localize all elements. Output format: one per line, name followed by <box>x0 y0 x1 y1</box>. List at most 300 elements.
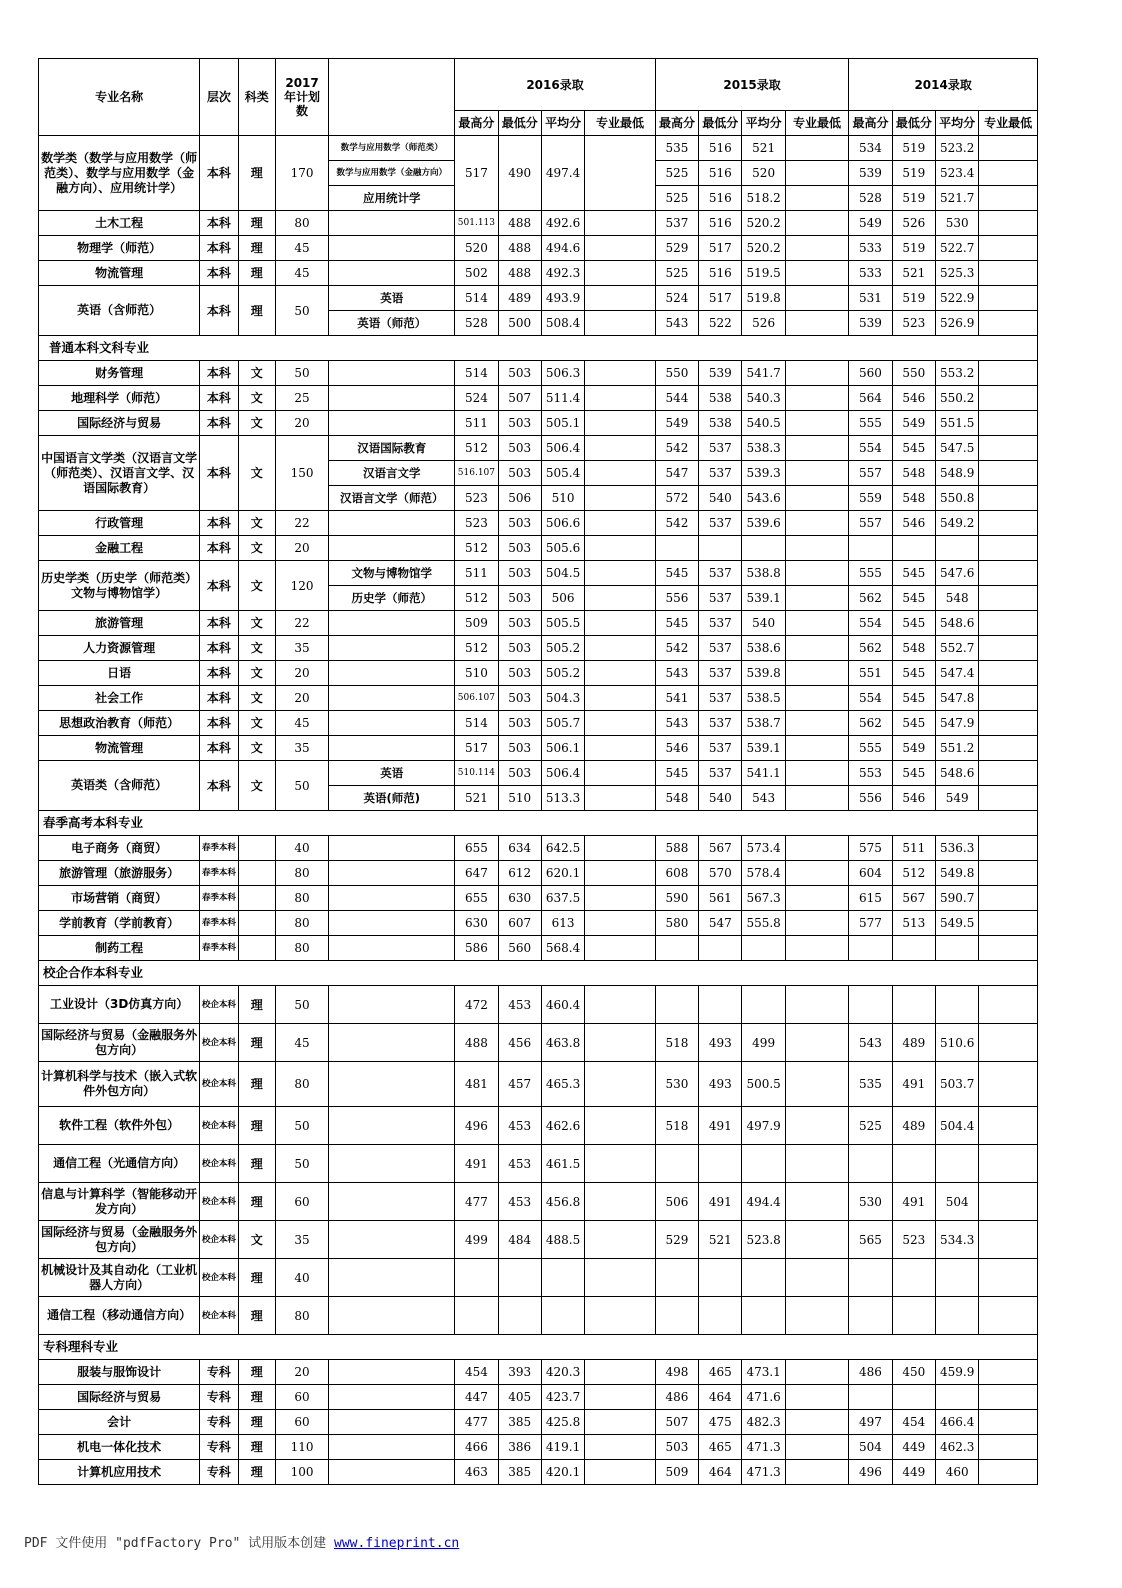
level: 校企本科 <box>200 1024 238 1062</box>
cell-y2016-avg: 488.5 <box>541 1221 584 1259</box>
cell-y2016-min: 630 <box>498 886 541 911</box>
cell-y2014-max: 562 <box>849 586 892 611</box>
plan-count: 45 <box>275 711 328 736</box>
plan-count: 35 <box>275 736 328 761</box>
section-label: 春季高考本科专业 <box>39 811 1038 836</box>
plan-count: 80 <box>275 911 328 936</box>
cell-y2014-major-min <box>979 636 1038 661</box>
cell-y2016-major-min <box>585 1107 656 1145</box>
cell-y2016-major-min <box>585 511 656 536</box>
cell-y2016-major-min <box>585 286 656 311</box>
sub-major <box>329 661 455 686</box>
cell-y2016-avg: 613 <box>541 911 584 936</box>
cell-y2016-max: 454 <box>455 1360 498 1385</box>
cell-y2014-major-min <box>979 586 1038 611</box>
cell-y2016-major-min <box>585 1062 656 1107</box>
cell-y2015-max: 542 <box>655 636 698 661</box>
table-row <box>39 1410 1038 1435</box>
cell-y2015-max: 537 <box>655 211 698 236</box>
major-name: 国际经济与贸易 <box>39 1385 200 1410</box>
cell-y2016-max: 514 <box>455 361 498 386</box>
cell-y2015-max <box>655 936 698 961</box>
level: 专科 <box>200 1435 238 1460</box>
plan-count: 20 <box>275 1360 328 1385</box>
cell-y2014-avg: 522.9 <box>935 286 978 311</box>
cell-y2016-max: 586 <box>455 936 498 961</box>
cell-y2016-max: 496 <box>455 1107 498 1145</box>
cell-y2014-avg: 466.4 <box>935 1410 978 1435</box>
cell-y2016-max: 647 <box>455 861 498 886</box>
cell-y2016-avg: 505.7 <box>541 711 584 736</box>
cell-y2014-major-min <box>979 1062 1038 1107</box>
category <box>238 886 275 911</box>
cell-y2014-min: 519 <box>892 136 935 161</box>
header-2016-avg: 平均分 <box>541 111 584 136</box>
cell-y2014-min: 519 <box>892 186 935 211</box>
cell-y2015-avg: 539.3 <box>742 461 785 486</box>
level: 本科 <box>200 236 238 261</box>
cell-y2015-min: 547 <box>699 911 742 936</box>
cell-y2014-major-min <box>979 261 1038 286</box>
table-row <box>39 136 1038 161</box>
cell-y2014-max: 604 <box>849 861 892 886</box>
header-2015-max: 最高分 <box>655 111 698 136</box>
cell-y2015-min: 537 <box>699 511 742 536</box>
header-2015-min: 最低分 <box>699 111 742 136</box>
cell-y2015-max <box>655 1259 698 1297</box>
cell-y2016-major-min <box>585 661 656 686</box>
major-name: 英语类（含师范） <box>39 761 200 811</box>
sub-major <box>329 1145 455 1183</box>
cell-y2014-major-min <box>979 136 1038 161</box>
table-row <box>39 836 1038 861</box>
category: 文 <box>238 411 275 436</box>
category: 文 <box>238 361 275 386</box>
sub-major <box>329 611 455 636</box>
cell-y2016-major-min <box>585 761 656 786</box>
cell-y2014-major-min <box>979 1183 1038 1221</box>
cell-y2014-avg: 521.7 <box>935 186 978 211</box>
cell-y2014-avg: 547.6 <box>935 561 978 586</box>
cell-y2015-avg: 539.1 <box>742 586 785 611</box>
major-name: 物流管理 <box>39 736 200 761</box>
cell-y2014-major-min <box>979 861 1038 886</box>
cell-y2015-max: 525 <box>655 161 698 186</box>
cell-y2015-avg: 567.3 <box>742 886 785 911</box>
major-name: 地理科学（师范） <box>39 386 200 411</box>
cell-y2015-max: 530 <box>655 1062 698 1107</box>
cell-y2014-avg <box>935 1145 978 1183</box>
cell-y2015-max: 518 <box>655 1107 698 1145</box>
major-name: 人力资源管理 <box>39 636 200 661</box>
major-name: 计算机科学与技术（嵌入式软件外包方向） <box>39 1062 200 1107</box>
table-row <box>39 661 1038 686</box>
cell-y2016-major-min <box>585 886 656 911</box>
cell-y2016-avg: 506.3 <box>541 361 584 386</box>
cell-y2014-major-min <box>979 1145 1038 1183</box>
cell-y2014-major-min <box>979 1435 1038 1460</box>
cell-y2015-min: 465 <box>699 1360 742 1385</box>
cell-y2015-max: 541 <box>655 686 698 711</box>
table-row <box>39 236 1038 261</box>
cell-y2015-avg: 473.1 <box>742 1360 785 1385</box>
cell-y2015-min <box>699 1297 742 1335</box>
cell-y2016-max: 523 <box>455 486 498 511</box>
level: 校企本科 <box>200 1221 238 1259</box>
cell-y2015-min: 475 <box>699 1410 742 1435</box>
cell-y2014-min: 545 <box>892 761 935 786</box>
cell-y2014-min: 548 <box>892 486 935 511</box>
cell-y2015-major-min <box>785 536 849 561</box>
cell-y2015-min: 537 <box>699 686 742 711</box>
plan-count: 40 <box>275 836 328 861</box>
cell-y2015-max: 588 <box>655 836 698 861</box>
cell-y2014-major-min <box>979 1107 1038 1145</box>
cell-y2016-min: 510 <box>498 786 541 811</box>
cell-y2016-max: 512 <box>455 436 498 461</box>
cell-y2014-major-min <box>979 1460 1038 1485</box>
cell-y2016-major-min <box>585 436 656 461</box>
major-name: 通信工程（光通信方向） <box>39 1145 200 1183</box>
cell-y2016-min <box>498 1297 541 1335</box>
cell-y2015-max: 590 <box>655 886 698 911</box>
cell-y2015-max: 524 <box>655 286 698 311</box>
cell-y2016-min: 503 <box>498 686 541 711</box>
cell-y2014-max: 534 <box>849 136 892 161</box>
cell-y2015-max: 506 <box>655 1183 698 1221</box>
cell-y2015-major-min <box>785 1221 849 1259</box>
cell-y2014-max: 533 <box>849 236 892 261</box>
cell-y2016-max: 466 <box>455 1435 498 1460</box>
cell-y2014-major-min <box>979 186 1038 211</box>
cell-y2014-min: 546 <box>892 786 935 811</box>
cell-y2014-avg: 548.6 <box>935 611 978 636</box>
category: 文 <box>238 536 275 561</box>
cell-y2014-avg: 549.5 <box>935 911 978 936</box>
cell-y2016-major-min <box>585 261 656 286</box>
category: 理 <box>238 236 275 261</box>
level: 本科 <box>200 561 238 611</box>
sub-major <box>329 1297 455 1335</box>
sub-major <box>329 236 455 261</box>
plan-count: 25 <box>275 386 328 411</box>
cell-y2015-major-min <box>785 911 849 936</box>
cell-y2014-major-min <box>979 986 1038 1024</box>
header-2016-major-min: 专业最低 <box>585 111 656 136</box>
sub-major <box>329 886 455 911</box>
cell-y2016-max: 510 <box>455 661 498 686</box>
cell-y2015-major-min <box>785 786 849 811</box>
cell-y2016-min: 634 <box>498 836 541 861</box>
cell-y2016-avg: 423.7 <box>541 1385 584 1410</box>
cell-y2015-min: 464 <box>699 1460 742 1485</box>
cell-y2016-max: 520 <box>455 236 498 261</box>
cell-y2014-min: 545 <box>892 436 935 461</box>
cell-y2016-avg: 465.3 <box>541 1062 584 1107</box>
cell-y2014-major-min <box>979 161 1038 186</box>
cell-y2016-max: 501.113 <box>455 211 498 236</box>
plan-count: 80 <box>275 861 328 886</box>
cell-y2016-max: 528 <box>455 311 498 336</box>
header-2015: 2015录取 <box>655 59 849 111</box>
cell-y2014-avg: 547.5 <box>935 436 978 461</box>
cell-y2015-max: 580 <box>655 911 698 936</box>
cell-y2015-max: 535 <box>655 136 698 161</box>
level: 本科 <box>200 286 238 336</box>
cell-y2014-avg: 548.6 <box>935 761 978 786</box>
table-row <box>39 261 1038 286</box>
cell-y2014-min: 491 <box>892 1183 935 1221</box>
cell-y2015-major-min <box>785 1410 849 1435</box>
level: 春季本科 <box>200 861 238 886</box>
cell-y2016-major-min <box>585 1360 656 1385</box>
cell-y2015-avg: 494.4 <box>742 1183 785 1221</box>
cell-y2014-min: 550 <box>892 361 935 386</box>
cell-y2014-avg <box>935 536 978 561</box>
cell-y2016-max: 509 <box>455 611 498 636</box>
header-2015-avg: 平均分 <box>742 111 785 136</box>
cell-y2016-max: 524 <box>455 386 498 411</box>
cell-y2014-avg: 549.2 <box>935 511 978 536</box>
major-name: 制药工程 <box>39 936 200 961</box>
header-2016-max: 最高分 <box>455 111 498 136</box>
cell-y2014-max: 559 <box>849 486 892 511</box>
cell-y2015-min: 537 <box>699 586 742 611</box>
cell-y2016-min: 453 <box>498 986 541 1024</box>
cell-y2016-avg: 506.6 <box>541 511 584 536</box>
cell-y2015-avg <box>742 536 785 561</box>
level: 本科 <box>200 761 238 811</box>
level: 校企本科 <box>200 1183 238 1221</box>
cell-y2016-major-min <box>585 911 656 936</box>
major-name: 金融工程 <box>39 536 200 561</box>
cell-y2015-min: 517 <box>699 286 742 311</box>
cell-y2015-avg: 526 <box>742 311 785 336</box>
cell-y2016-max: 499 <box>455 1221 498 1259</box>
cell-y2016-avg: 620.1 <box>541 861 584 886</box>
level: 本科 <box>200 386 238 411</box>
cell-y2015-max: 550 <box>655 361 698 386</box>
cell-y2016-min: 503 <box>498 436 541 461</box>
category: 理 <box>238 1385 275 1410</box>
category: 理 <box>238 1145 275 1183</box>
cell-y2014-max: 504 <box>849 1435 892 1460</box>
table-row <box>39 536 1038 561</box>
cell-y2016-min: 484 <box>498 1221 541 1259</box>
cell-y2016-major-min <box>585 461 656 486</box>
table-row <box>39 286 1038 311</box>
cell-y2016-max: 463 <box>455 1460 498 1485</box>
cell-y2016-min: 503 <box>498 411 541 436</box>
sub-major <box>329 1107 455 1145</box>
cell-y2014-max: 555 <box>849 736 892 761</box>
cell-y2016-avg: 506 <box>541 586 584 611</box>
cell-y2014-max: 575 <box>849 836 892 861</box>
cell-y2016-avg: 505.4 <box>541 461 584 486</box>
footer-link[interactable]: www.fineprint.cn <box>334 1536 460 1551</box>
cell-y2015-min: 538 <box>699 386 742 411</box>
cell-y2015-major-min <box>785 836 849 861</box>
cell-y2016-major-min <box>585 236 656 261</box>
table-row <box>39 1360 1038 1385</box>
sub-major: 英语（师范） <box>329 311 455 336</box>
cell-y2014-avg: 522.7 <box>935 236 978 261</box>
cell-y2015-major-min <box>785 636 849 661</box>
cell-y2014-avg: 550.2 <box>935 386 978 411</box>
cell-y2014-avg: 459.9 <box>935 1360 978 1385</box>
cell-y2014-min <box>892 1145 935 1183</box>
major-name: 思想政治教育（师范） <box>39 711 200 736</box>
cell-y2016-avg: 420.3 <box>541 1360 584 1385</box>
category: 理 <box>238 1460 275 1485</box>
cell-y2014-avg: 536.3 <box>935 836 978 861</box>
cell-y2015-max: 543 <box>655 661 698 686</box>
cell-y2015-avg: 521 <box>742 136 785 161</box>
cell-y2016-min: 503 <box>498 461 541 486</box>
table-row <box>39 1259 1038 1297</box>
cell-y2016-avg: 425.8 <box>541 1410 584 1435</box>
major-name: 数学类（数学与应用数学（师范类）、数学与应用数学（金融方向）、应用统计学） <box>39 136 200 211</box>
cell-y2015-avg: 541.7 <box>742 361 785 386</box>
level: 专科 <box>200 1410 238 1435</box>
cell-y2014-avg: 548 <box>935 586 978 611</box>
cell-y2015-avg <box>742 1145 785 1183</box>
cell-y2015-major-min <box>785 361 849 386</box>
cell-y2014-major-min <box>979 686 1038 711</box>
cell-y2014-min: 521 <box>892 261 935 286</box>
cell-y2014-max <box>849 536 892 561</box>
header-category: 科类 <box>238 59 275 136</box>
cell-y2015-max <box>655 1145 698 1183</box>
cell-y2015-avg: 538.7 <box>742 711 785 736</box>
plan-count: 80 <box>275 1062 328 1107</box>
plan-count: 60 <box>275 1183 328 1221</box>
cell-y2015-avg: 499 <box>742 1024 785 1062</box>
cell-y2014-min: 545 <box>892 586 935 611</box>
cell-y2014-avg: 526.9 <box>935 311 978 336</box>
plan-count: 110 <box>275 1435 328 1460</box>
cell-y2014-min <box>892 1297 935 1335</box>
sub-major <box>329 1062 455 1107</box>
level: 本科 <box>200 536 238 561</box>
cell-y2014-avg: 523.2 <box>935 136 978 161</box>
cell-y2015-max <box>655 986 698 1024</box>
cell-y2014-min: 526 <box>892 211 935 236</box>
cell-y2014-major-min <box>979 361 1038 386</box>
cell-y2015-min: 517 <box>699 236 742 261</box>
cell-y2015-min: 521 <box>699 1221 742 1259</box>
cell-y2014-avg: 551.2 <box>935 736 978 761</box>
cell-y2016-min: 503 <box>498 711 541 736</box>
cell-y2015-major-min <box>785 711 849 736</box>
cell-y2015-max: 503 <box>655 1435 698 1460</box>
cell-y2016-avg: 419.1 <box>541 1435 584 1460</box>
cell-y2016-max: 517 <box>455 736 498 761</box>
cell-y2014-major-min <box>979 1297 1038 1335</box>
cell-y2016-max: 502 <box>455 261 498 286</box>
cell-y2016-avg: 511.4 <box>541 386 584 411</box>
cell-y2015-min: 539 <box>699 361 742 386</box>
sub-major: 数学与应用数学（师范类） <box>329 136 455 161</box>
cell-y2016-avg: 505.2 <box>541 636 584 661</box>
cell-y2015-avg: 541.1 <box>742 761 785 786</box>
cell-y2014-avg: 525.3 <box>935 261 978 286</box>
plan-count: 50 <box>275 1145 328 1183</box>
sub-major <box>329 1259 455 1297</box>
cell-y2015-major-min <box>785 486 849 511</box>
section-row <box>39 961 1038 986</box>
level: 春季本科 <box>200 836 238 861</box>
table-row <box>39 886 1038 911</box>
cell-y2014-major-min <box>979 561 1038 586</box>
cell-y2014-major-min <box>979 236 1038 261</box>
category: 理 <box>238 1107 275 1145</box>
cell-y2016-major-min <box>585 561 656 586</box>
sub-major <box>329 511 455 536</box>
cell-y2014-avg: 530 <box>935 211 978 236</box>
cell-y2015-major-min <box>785 586 849 611</box>
cell-y2016-major-min <box>585 1385 656 1410</box>
category: 理 <box>238 261 275 286</box>
cell-y2016-avg: 510 <box>541 486 584 511</box>
cell-y2014-avg: 523.4 <box>935 161 978 186</box>
header-2014-avg: 平均分 <box>935 111 978 136</box>
cell-y2016-max: 655 <box>455 836 498 861</box>
table-row <box>39 436 1038 461</box>
cell-y2016-min: 488 <box>498 211 541 236</box>
cell-y2015-min: 516 <box>699 161 742 186</box>
cell-y2015-major-min <box>785 611 849 636</box>
section-label: 专科理科专业 <box>39 1335 1038 1360</box>
cell-y2016-min: 453 <box>498 1107 541 1145</box>
major-name: 信息与计算科学（智能移动开发方向） <box>39 1183 200 1221</box>
cell-y2016-major-min <box>585 711 656 736</box>
cell-y2016-min: 488 <box>498 261 541 286</box>
sub-major <box>329 1410 455 1435</box>
cell-y2014-max: 525 <box>849 1107 892 1145</box>
category: 文 <box>238 611 275 636</box>
cell-y2015-min: 491 <box>699 1107 742 1145</box>
cell-y2014-max: 562 <box>849 636 892 661</box>
cell-y2014-max: 565 <box>849 1221 892 1259</box>
cell-y2015-min: 516 <box>699 186 742 211</box>
cell-y2015-min: 516 <box>699 211 742 236</box>
cell-y2015-avg: 519.8 <box>742 286 785 311</box>
cell-y2016-major-min <box>585 386 656 411</box>
cell-y2015-avg: 471.3 <box>742 1435 785 1460</box>
sub-major <box>329 386 455 411</box>
cell-y2015-max: 546 <box>655 736 698 761</box>
cell-y2014-major-min <box>979 1410 1038 1435</box>
cell-y2016-major-min <box>585 411 656 436</box>
category: 文 <box>238 686 275 711</box>
cell-y2014-major-min <box>979 1360 1038 1385</box>
cell-y2014-avg <box>935 1297 978 1335</box>
header-2014: 2014录取 <box>849 59 1038 111</box>
table-row <box>39 1062 1038 1107</box>
cell-y2014-major-min <box>979 311 1038 336</box>
cell-y2016-max: 472 <box>455 986 498 1024</box>
cell-y2016-avg <box>541 1259 584 1297</box>
header-2015-major-min: 专业最低 <box>785 111 849 136</box>
cell-y2016-major-min <box>585 1024 656 1062</box>
cell-y2014-min: 512 <box>892 861 935 886</box>
cell-y2015-major-min <box>785 1062 849 1107</box>
cell-y2014-avg: 549.8 <box>935 861 978 886</box>
table-row <box>39 686 1038 711</box>
cell-y2016-avg <box>541 1297 584 1335</box>
cell-y2015-min: 493 <box>699 1024 742 1062</box>
